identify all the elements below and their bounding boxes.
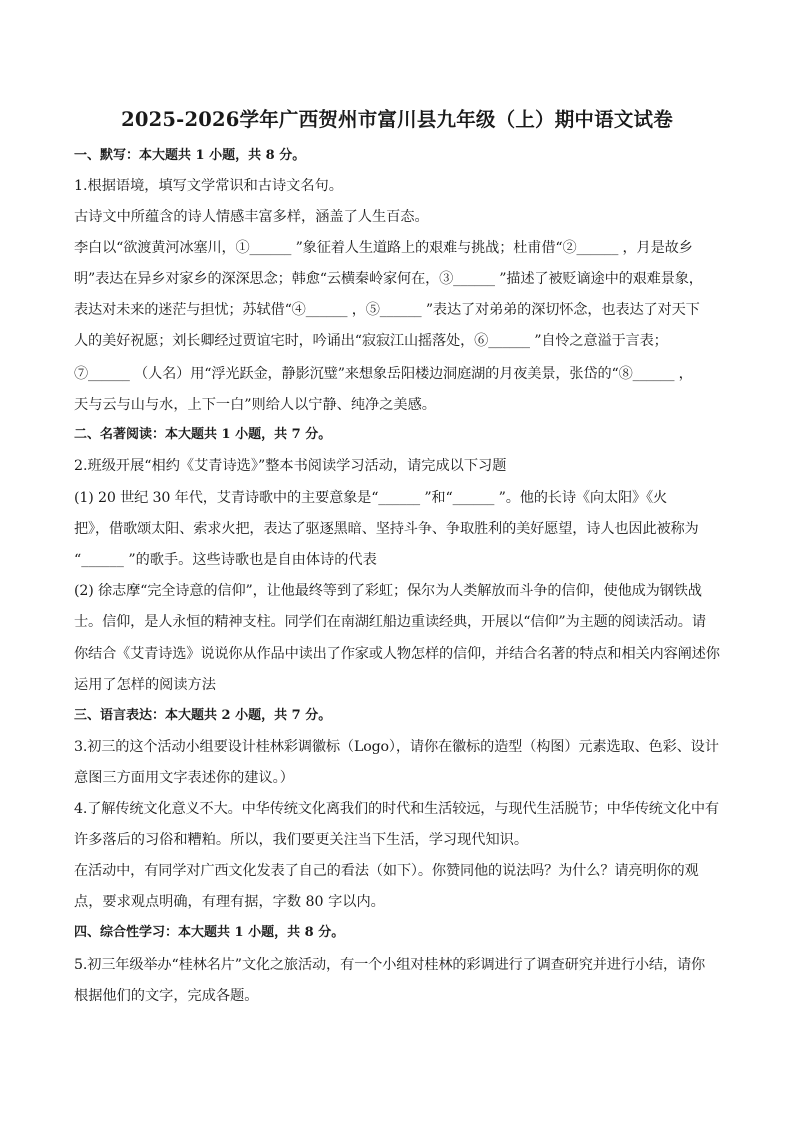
question-2-part-2: 士。信仰，是人永恒的精神支柱。同学们在南湖红船边重读经典，开展以“信仰”为主题的阅读活动。请 — [74, 614, 706, 630]
question-1-text: ⑦______ （人名）用“浮光跃金，静影沉璧”来想象岳阳楼边洞庭湖的月夜美景，张岱的“⑧______ ， — [74, 366, 693, 382]
question-1-text: 李白以“欲渡黄河冰塞川，①______ ”象征着人生道路上的艰难与挑战；杜甫借“②______ ，月是故乡 — [74, 240, 693, 256]
question-1-stem: 1.根据语境，填写文学常识和古诗文名句。 — [74, 178, 343, 194]
question-4-text: 4.了解传统文化意义不大。中华传统文化离我们的时代和生活较远，与现代生活脱节；中华传统文化中有 — [74, 801, 719, 817]
question-1-text: 天与云与山与水，上下一白”则给人以宁静、纯净之美感。 — [74, 397, 436, 413]
question-4-text: 许多落后的习俗和糟粕。所以，我们要更关注当下生活，学习现代知识。 — [74, 832, 529, 848]
question-1-text: 人的美好祝愿；刘长卿经过贾谊宅时，吟诵出“寂寂江山摇落处，⑥______ ”自怜之意溢于言表； — [74, 333, 668, 349]
section-2-heading: 二、名著阅读：本大题共 1 小题，共 7 分。 — [74, 427, 332, 442]
question-2-part-1: “______ ”的歌手。这些诗歌也是自由体诗的代表 — [74, 552, 377, 568]
question-2-part-2: (2) 徐志摩“完全诗意的信仰”，让他最终等到了彩虹；保尔为人类解放而斗争的信仰，使他成为钢铁战 — [74, 583, 702, 599]
question-1-text: 表达对未来的迷茫与担忧；苏轼借“④______ ，⑤______ ”表达了对弟弟的深切怀念，也表达了对天下 — [74, 302, 700, 318]
question-3-text: 意图三方面用文字表述你的建议。） — [74, 770, 294, 786]
question-1-text: 古诗文中所蕴含的诗人情感丰富多样，涵盖了人生百态。 — [74, 209, 429, 225]
question-4-text: 在活动中，有同学对广西文化发表了自己的看法（如下）。你赞同他的说法吗？为什么？请亮明你的观 — [74, 863, 699, 879]
question-2-part-1: (1) 20 世纪 30 年代，艾青诗歌中的主要意象是“______ ”和“______ ”。他的长诗《向太阳》《火 — [74, 490, 668, 506]
question-5-text: 5.初三年级举办“桂林名片”文化之旅活动，有一个小组对桂林的彩调进行了调查研究并进行小结，请你 — [74, 957, 706, 973]
question-2-part-1: 把》，借歌颂太阳、索求火把，表达了驱逐黑暗、坚持斗争、争取胜利的美好愿望，诗人也因此被称为 — [74, 521, 699, 537]
question-1-text: 明”表达在异乡对家乡的深深思念；韩愈“云横秦岭家何在，③______ ”描述了被贬谪途中的艰难景象， — [74, 271, 703, 287]
section-3-heading: 三、语言表达：本大题共 2 小题，共 7 分。 — [74, 708, 332, 723]
section-1-heading: 一、默写：本大题共 1 小题，共 8 分。 — [74, 148, 306, 163]
question-2-part-2: 运用了怎样的阅读方法 — [74, 677, 216, 693]
question-2-stem: 2.班级开展“相约《艾青诗选》”整本书阅读学习活动，请完成以下习题 — [74, 458, 507, 474]
question-4-text: 点，要求观点明确，有理有据，字数 80 字以内。 — [74, 894, 385, 910]
question-5-text: 根据他们的文字，完成各题。 — [74, 988, 259, 1004]
question-3-text: 3.初三的这个活动小组要设计桂林彩调徽标（Logo），请你在徽标的造型（构图）元素选取、色彩、设计 — [74, 739, 719, 755]
exam-title: 2025-2026学年广西贺州市富川县九年级（上）期中语文试卷 — [121, 108, 673, 131]
question-2-part-2: 你结合《艾青诗选》说说你从作品中读出了作家或人物怎样的信仰，并结合名著的特点和相关内容阐述你 — [74, 646, 720, 662]
section-4-heading: 四、综合性学习：本大题共 1 小题，共 8 分。 — [74, 925, 345, 940]
